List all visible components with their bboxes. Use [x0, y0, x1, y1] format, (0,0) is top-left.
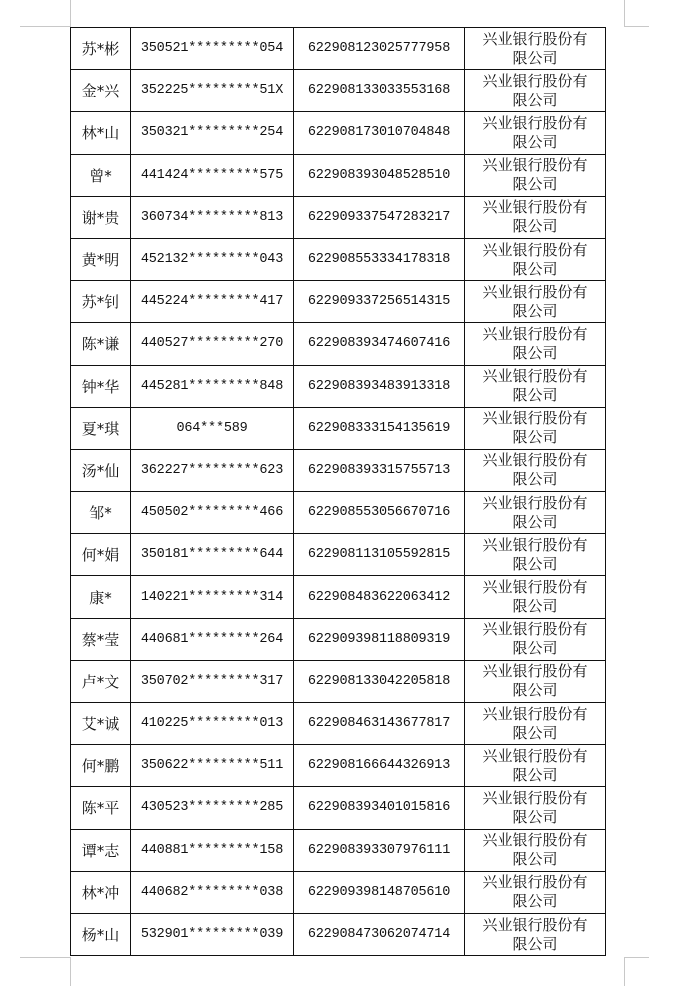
bank-name-line-2: 限公司: [512, 301, 558, 320]
name-cell: 汤*仙: [71, 449, 131, 491]
bank-name-line-1: 兴业银行股份有: [482, 873, 588, 892]
bank-name-line-2: 限公司: [512, 175, 558, 194]
bank-name-cell: [465, 745, 606, 787]
table-row: [71, 745, 606, 787]
bank-name-cell: [465, 703, 606, 745]
table-row: [71, 28, 606, 70]
id-number-cell: 350622*********511: [131, 745, 294, 787]
table-row: [71, 660, 606, 702]
bank-name-line-2: 限公司: [512, 132, 558, 151]
bank-name-cell: [465, 154, 606, 196]
table-row: [71, 323, 606, 365]
id-number-cell: 430523*********285: [131, 787, 294, 829]
name-cell: 何*鹏: [71, 745, 131, 787]
bank-name-line-1: 兴业银行股份有: [482, 409, 588, 428]
bank-name-cell: [465, 534, 606, 576]
bank-name-line-1: 兴业银行股份有: [482, 282, 588, 301]
card-number-cell: 622908123025777958: [294, 28, 465, 70]
name-cell: 卢*文: [71, 660, 131, 702]
bank-name-line-2: 限公司: [512, 850, 558, 869]
id-number-cell: 360734*********813: [131, 196, 294, 238]
table-row: [71, 449, 606, 491]
bank-name-line-2: 限公司: [512, 639, 558, 658]
bank-name-line-1: 兴业银行股份有: [482, 451, 588, 470]
bank-name-cell: [465, 449, 606, 491]
bank-name-line-1: 兴业银行股份有: [482, 324, 588, 343]
card-number-cell: 622908333154135619: [294, 407, 465, 449]
bank-name-cell: [465, 618, 606, 660]
id-number-cell: 440881*********158: [131, 829, 294, 871]
bank-name-line-2: 限公司: [512, 934, 558, 953]
bank-name-cell: [465, 365, 606, 407]
card-number-cell: 622909398118809319: [294, 618, 465, 660]
id-number-cell: 445224*********417: [131, 281, 294, 323]
name-cell: 谭*志: [71, 829, 131, 871]
card-number-cell: 622908166644326913: [294, 745, 465, 787]
table-row: [71, 154, 606, 196]
card-number-cell: 622908393483913318: [294, 365, 465, 407]
table-row: [71, 70, 606, 112]
name-cell: 邹*: [71, 492, 131, 534]
bank-name-line-1: 兴业银行股份有: [482, 535, 588, 554]
id-number-cell: 350702*********317: [131, 660, 294, 702]
bank-name-line-2: 限公司: [512, 343, 558, 362]
id-number-cell: 064***589: [131, 407, 294, 449]
bank-name-cell: [465, 70, 606, 112]
bank-name-line-1: 兴业银行股份有: [482, 156, 588, 175]
name-cell: 林*山: [71, 112, 131, 154]
id-number-cell: 350521*********054: [131, 28, 294, 70]
bank-name-line-2: 限公司: [512, 681, 558, 700]
card-number-cell: 622908393307976111: [294, 829, 465, 871]
bank-name-line-1: 兴业银行股份有: [482, 704, 588, 723]
id-number-cell: 441424*********575: [131, 154, 294, 196]
card-number-cell: 622908393401015816: [294, 787, 465, 829]
id-number-cell: 350321*********254: [131, 112, 294, 154]
bank-name-cell: [465, 28, 606, 70]
card-number-cell: 622908133033553168: [294, 70, 465, 112]
id-number-cell: 445281*********848: [131, 365, 294, 407]
card-number-cell: 622908473062074714: [294, 913, 465, 955]
bank-name-line-1: 兴业银行股份有: [482, 240, 588, 259]
card-number-cell: 622909398148705610: [294, 871, 465, 913]
name-cell: 陈*谦: [71, 323, 131, 365]
bank-name-line-1: 兴业银行股份有: [482, 746, 588, 765]
name-cell: 康*: [71, 576, 131, 618]
card-number-cell: 622908553334178318: [294, 238, 465, 280]
bank-name-cell: [465, 787, 606, 829]
id-number-cell: 440681*********264: [131, 618, 294, 660]
id-number-cell: 452132*********043: [131, 238, 294, 280]
bank-name-line-2: 限公司: [512, 470, 558, 489]
table-row: [71, 871, 606, 913]
page-corner-mark-bottom-left: [20, 957, 71, 986]
bank-name-line-2: 限公司: [512, 597, 558, 616]
name-cell: 谢*贵: [71, 196, 131, 238]
name-cell: 苏*彬: [71, 28, 131, 70]
name-cell: 何*娟: [71, 534, 131, 576]
bank-name-cell: [465, 238, 606, 280]
bank-name-line-1: 兴业银行股份有: [482, 198, 588, 217]
name-cell: 金*兴: [71, 70, 131, 112]
table-row: [71, 365, 606, 407]
page-corner-mark-top-left: [20, 0, 71, 27]
id-number-cell: 352225*********51X: [131, 70, 294, 112]
bank-name-line-1: 兴业银行股份有: [482, 113, 588, 132]
card-number-cell: 622908393048528510: [294, 154, 465, 196]
table-row: [71, 196, 606, 238]
id-number-cell: 410225*********013: [131, 703, 294, 745]
bank-name-line-1: 兴业银行股份有: [482, 662, 588, 681]
table-row: [71, 281, 606, 323]
bank-name-cell: [465, 913, 606, 955]
name-cell: 陈*平: [71, 787, 131, 829]
bank-name-cell: [465, 323, 606, 365]
bank-name-line-2: 限公司: [512, 512, 558, 531]
name-cell: 杨*山: [71, 913, 131, 955]
name-cell: 曾*: [71, 154, 131, 196]
bank-name-line-2: 限公司: [512, 723, 558, 742]
bank-name-cell: [465, 196, 606, 238]
bank-name-cell: [465, 407, 606, 449]
table-row: [71, 492, 606, 534]
name-cell: 蔡*莹: [71, 618, 131, 660]
table-row: [71, 703, 606, 745]
table-row: [71, 407, 606, 449]
card-number-cell: 622908133042205818: [294, 660, 465, 702]
bank-name-line-2: 限公司: [512, 554, 558, 573]
bank-name-line-1: 兴业银行股份有: [482, 578, 588, 597]
bank-name-line-1: 兴业银行股份有: [482, 29, 588, 48]
table-row: [71, 238, 606, 280]
bank-name-line-1: 兴业银行股份有: [482, 831, 588, 850]
card-number-cell: 622908113105592815: [294, 534, 465, 576]
page-corner-mark-top-right: [624, 0, 649, 27]
card-number-cell: 622909337256514315: [294, 281, 465, 323]
name-cell: 钟*华: [71, 365, 131, 407]
bank-name-cell: [465, 871, 606, 913]
table-row: [71, 576, 606, 618]
account-table-body: [71, 28, 606, 956]
bank-name-line-2: 限公司: [512, 765, 558, 784]
name-cell: 林*冲: [71, 871, 131, 913]
table-row: [71, 787, 606, 829]
card-number-cell: 622908483622063412: [294, 576, 465, 618]
bank-name-line-2: 限公司: [512, 217, 558, 236]
bank-name-cell: [465, 829, 606, 871]
bank-name-cell: [465, 660, 606, 702]
id-number-cell: 350181*********644: [131, 534, 294, 576]
bank-name-cell: [465, 112, 606, 154]
card-number-cell: 622908463143677817: [294, 703, 465, 745]
id-number-cell: 440682*********038: [131, 871, 294, 913]
table-row: [71, 618, 606, 660]
bank-name-line-2: 限公司: [512, 259, 558, 278]
bank-name-cell: [465, 281, 606, 323]
card-number-cell: 622908393315755713: [294, 449, 465, 491]
bank-name-line-1: 兴业银行股份有: [482, 788, 588, 807]
card-number-cell: 622908553056670716: [294, 492, 465, 534]
id-number-cell: 362227*********623: [131, 449, 294, 491]
bank-name-line-1: 兴业银行股份有: [482, 620, 588, 639]
bank-name-line-1: 兴业银行股份有: [482, 493, 588, 512]
bank-name-cell: [465, 576, 606, 618]
table-row: [71, 534, 606, 576]
name-cell: 黄*明: [71, 238, 131, 280]
id-number-cell: 450502*********466: [131, 492, 294, 534]
page-corner-mark-bottom-right: [624, 957, 649, 986]
name-cell: 苏*钊: [71, 281, 131, 323]
bank-name-line-2: 限公司: [512, 386, 558, 405]
table-row: [71, 829, 606, 871]
card-number-cell: 622908393474607416: [294, 323, 465, 365]
bank-name-line-1: 兴业银行股份有: [482, 71, 588, 90]
table-row: [71, 112, 606, 154]
id-number-cell: 532901*********039: [131, 913, 294, 955]
bank-name-line-2: 限公司: [512, 428, 558, 447]
bank-name-line-2: 限公司: [512, 807, 558, 826]
bank-name-line-1: 兴业银行股份有: [482, 915, 588, 934]
bank-name-line-2: 限公司: [512, 48, 558, 67]
id-number-cell: 440527*********270: [131, 323, 294, 365]
table-row: [71, 913, 606, 955]
card-number-cell: 622909337547283217: [294, 196, 465, 238]
name-cell: 艾*诚: [71, 703, 131, 745]
account-table: [70, 27, 606, 956]
name-cell: 夏*琪: [71, 407, 131, 449]
bank-name-line-1: 兴业银行股份有: [482, 367, 588, 386]
bank-name-cell: [465, 492, 606, 534]
card-number-cell: 622908173010704848: [294, 112, 465, 154]
bank-name-line-2: 限公司: [512, 892, 558, 911]
id-number-cell: 140221*********314: [131, 576, 294, 618]
bank-name-line-2: 限公司: [512, 90, 558, 109]
